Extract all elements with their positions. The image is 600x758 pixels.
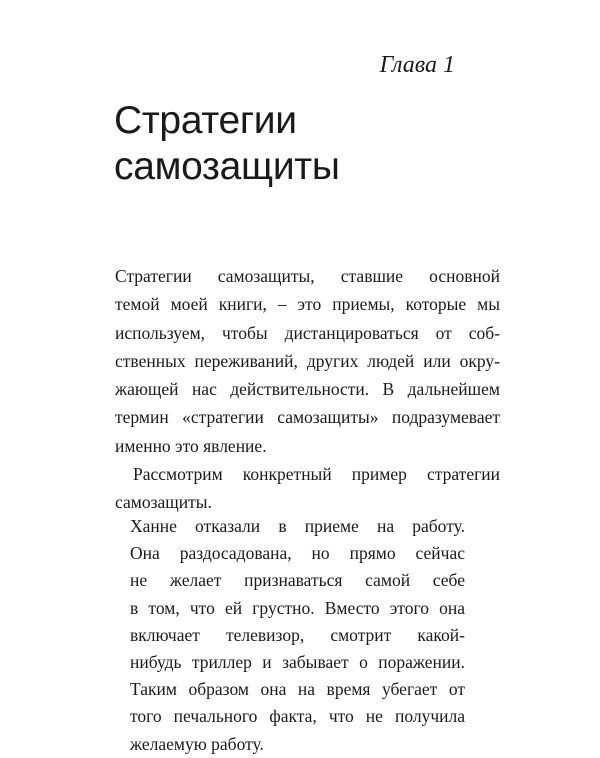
paragraph-example-intro	[115, 460, 500, 517]
text-line: ственных переживаний, других людей или окру-	[115, 350, 500, 371]
example-block	[130, 513, 465, 758]
text-line: термин «стратегии самозащиты» подразумевает	[115, 407, 500, 428]
text-line: Таким образом она на время убегает от	[130, 679, 465, 700]
text-line: Стратегии самозащиты, ставшие основной	[115, 266, 500, 286]
text-line: самозащиты.	[115, 492, 212, 513]
title-line: самозащиты	[114, 145, 340, 188]
text-line: жающей нас действительности. В дальнейшем	[115, 379, 500, 400]
text-line: не желает признаваться самой себе	[130, 570, 465, 591]
text-line: Она раздосадована, но прямо сейчас	[130, 543, 465, 564]
text-line: того печального факта, что не получила	[130, 706, 465, 727]
text-line: Рассмотрим конкретный пример стратегии	[133, 464, 500, 484]
text-line: темой моей книги, – это приемы, которые мы	[115, 294, 500, 315]
title-line: Стратегии	[114, 99, 297, 142]
text-line: Ханне отказали в приеме на работу.	[130, 516, 465, 536]
text-line: в том, что ей грустно. Вместо этого она	[130, 597, 465, 618]
text-line: используем, чтобы дистанцироваться от соб-	[115, 322, 500, 343]
text-line: включает телевизор, смотрит какой-	[130, 624, 465, 645]
text-line: нибудь триллер и забывает о поражении.	[130, 651, 465, 672]
chapter-title	[114, 98, 340, 190]
paragraph-definition	[115, 262, 500, 460]
chapter-label: Глава 1	[379, 52, 455, 78]
text-line: именно это явление.	[115, 435, 267, 456]
text-line: желаемую работу.	[130, 733, 264, 754]
